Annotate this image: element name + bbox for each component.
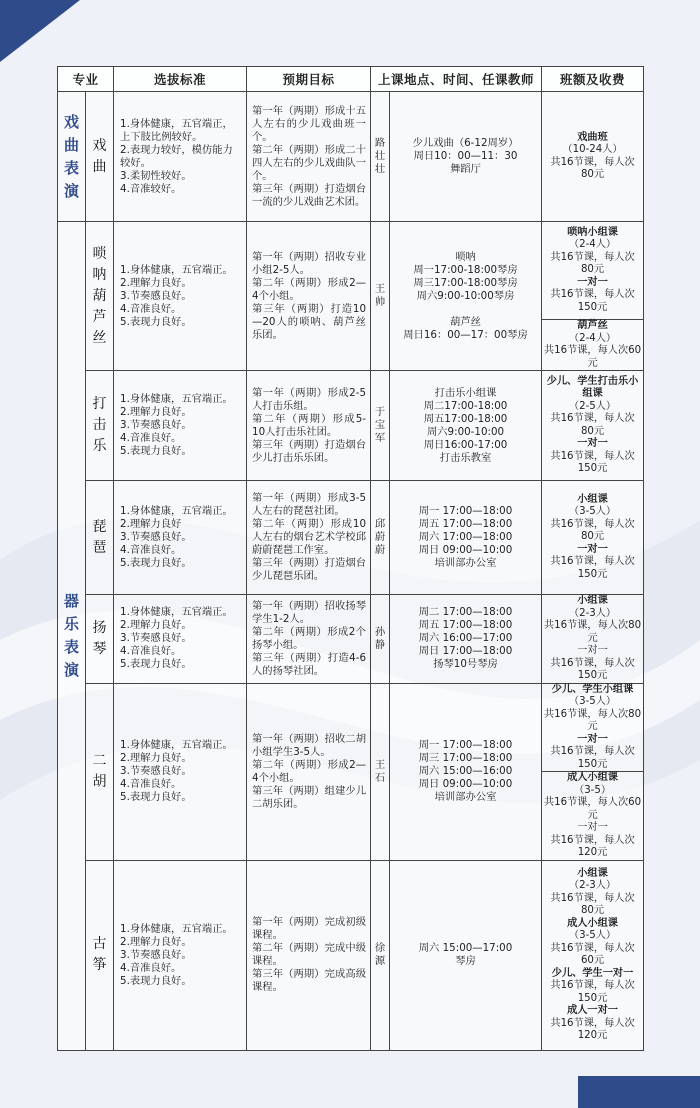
criteria-cell: 1.身体健康，五官端正。 2.理解力良好。 3.节奏感良好。 4.音准良好。 5.表现力良好。 [114, 683, 247, 860]
teacher-cell: 路 壮 壮 [371, 92, 390, 222]
table-row [58, 683, 644, 772]
header-goals: 预期目标 [247, 67, 371, 92]
location-cell: 周二 17:00—18:00 周五 17:00—18:00 周六 16:00—17:00 周日 17:00—18:00 扬琴10号琴房 [390, 595, 542, 684]
fee-cell: 葫芦丝 （2-4人） 共16节课，每人次60元 [542, 320, 644, 371]
sub-pipa: 琵 琶 [86, 481, 114, 595]
sub-erhu: 二 胡 [86, 683, 114, 860]
criteria-cell: 1.身体健康，五官端正，上下肢比例较好。 2.表现力较好，模仿能力较好。 3.柔韧性较好。 4.音准较好。 [114, 92, 247, 222]
fee-cell: 少儿、学生小组课 （3-5人） 共16节课，每人次80元 一对一 共16节课，每人次 150元 [542, 683, 644, 772]
criteria-cell: 1.身体健康，五官端正。 2.理解力良好。 3.节奏感良好。 4.音准良好。 5.表现力良好。 [114, 222, 247, 371]
course-table [57, 66, 644, 1051]
criteria-cell: 1.身体健康，五官端正。 2.理解力良好 3.节奏感良好。 4.音准良好。 5.表现力良好。 [114, 481, 247, 595]
sub-guzheng: 古 筝 [86, 860, 114, 1050]
sub-opera: 戏 曲 [86, 92, 114, 222]
location-cell: 少儿戏曲（6-12周岁） 周日10：00—11：30 舞蹈厅 [390, 92, 542, 222]
teacher-cell: 于 宝 军 [371, 371, 390, 481]
fee-cell: 成人小组课 （3-5） 共16节课，每人次60元 一对一 共16节课，每人次120元 [542, 772, 644, 861]
header-class-size-fee: 班额及收费 [542, 67, 644, 92]
teacher-cell: 邱 蔚 蔚 [371, 481, 390, 595]
fee-cell: 戏曲班 （10-24人） 共16节课，每人次 80元 [542, 92, 644, 222]
header-location-time-teacher: 上课地点、时间、任课教师 [371, 67, 542, 92]
sub-percussion: 打 击 乐 [86, 371, 114, 481]
criteria-cell: 1.身体健康，五官端正。 2.理解力良好。 3.节奏感良好。 4.音准良好。 5.表现力良好。 [114, 860, 247, 1050]
goals-cell: 第一年（两期）形成2-5人打击乐组。 第二年（两期）形成5-10人打击乐社团。 第三年（两期）打造烟台少儿打击乐乐团。 [247, 371, 371, 481]
fee-cell: 唢呐小组课 （2-4人） 共16节课，每人次 80元 一对一 共16节课，每人次 150元 [542, 222, 644, 320]
location-cell: 周一 17:00—18:00 周五 17:00—18:00 周六 17:00—18:00 周日 09:00—10:00 培训部办公室 [390, 481, 542, 595]
fee-cell: 小组课 （2-3人） 共16节课，每人次 80元 成人小组课 （3-5人） 共16节课，每人次 60元 少儿、学生一对一 共16节课，每人次 150元 成人一对一 共16节课，每人次 120元 [542, 860, 644, 1050]
goals-cell: 第一年（两期）招收专业小组2-5人。 第二年（两期）形成2—4个小组。 第三年（两期）打造10—20人的唢呐、葫芦丝乐团。 [247, 222, 371, 371]
table-row [58, 595, 644, 684]
goals-cell: 第一年（两期）形成十五人左右的少儿戏曲班一个。 第二年（两期）形成二十四人左右的少儿戏曲队一个。 第三年（两期）打造烟台一流的少儿戏曲艺术团。 [247, 92, 371, 222]
teacher-cell: 孙 静 [371, 595, 390, 684]
corner-decoration-bottom [578, 1076, 700, 1108]
location-cell: 周一 17:00—18:00 周三 17:00—18:00 周六 15:00—16:00 周日 09:00—10:00 培训部办公室 [390, 683, 542, 860]
major-instrumental: 器 乐 表 演 [58, 222, 86, 1051]
goals-cell: 第一年（两期）招收二胡小组学生3-5人。 第二年（两期）形成2—4个小组。 第三年（两期）组建少儿二胡乐团。 [247, 683, 371, 860]
fee-cell: 少儿、学生打击乐小组课 （2-5人） 共16节课，每人次 80元 一对一 共16节课，每人次 150元 [542, 371, 644, 481]
fee-cell: 小组课 （2-3人） 共16节课，每人次80元 一对一 共16节课，每人次 150元 [542, 595, 644, 684]
sub-yangqin: 扬 琴 [86, 595, 114, 684]
header-criteria: 选拔标准 [114, 67, 247, 92]
table-row [58, 92, 644, 222]
fee-cell: 小组课 （3-5人） 共16节课，每人次 80元 一对一 共16节课，每人次 150元 [542, 481, 644, 595]
location-cell: 周六 15:00—17:00 琴房 [390, 860, 542, 1050]
table-row [58, 371, 644, 481]
header-row [58, 67, 644, 92]
table-row [58, 481, 644, 595]
teacher-cell: 王 帅 [371, 222, 390, 371]
criteria-cell: 1.身体健康，五官端正。 2.理解力良好。 3.节奏感良好。 4.音准良好。 5.表现力良好。 [114, 595, 247, 684]
corner-decoration-top [0, 0, 80, 62]
location-cell: 打击乐小组课 周二17:00-18:00 周五17:00-18:00 周六9:00-10:00 周日16:00-17:00 打击乐教室 [390, 371, 542, 481]
header-major: 专业 [58, 67, 114, 92]
teacher-cell: 徐 源 [371, 860, 390, 1050]
criteria-cell: 1.身体健康，五官端正。 2.理解力良好。 3.节奏感良好。 4.音准良好。 5.表现力良好。 [114, 371, 247, 481]
table-row [58, 222, 644, 320]
teacher-cell: 王 石 [371, 683, 390, 860]
goals-cell: 第一年（两期）招收扬琴学生1-2人。 第二年（两期）形成2个扬琴小组。 第三年（两期）打造4-6人的扬琴社团。 [247, 595, 371, 684]
goals-cell: 第一年（两期）形成3-5人左右的琵琶社团。 第二年（两期）形成10人左右的烟台艺术学校邱蔚蔚琵琶工作室。 第三年（两期）打造烟台少儿琵琶乐团。 [247, 481, 371, 595]
location-cell: 唢呐 周一17:00-18:00琴房 周三17:00-18:00琴房 周六9:00-10:00琴房 葫芦丝 周日16：00—17：00琴房 [390, 222, 542, 371]
sub-suona-hulusi: 唢 呐 葫 芦 丝 [86, 222, 114, 371]
goals-cell: 第一年（两期）完成初级课程。 第二年（两期）完成中级课程。 第三年（两期）完成高级课程。 [247, 860, 371, 1050]
major-opera: 戏 曲 表 演 [58, 92, 86, 222]
table-row [58, 860, 644, 1050]
